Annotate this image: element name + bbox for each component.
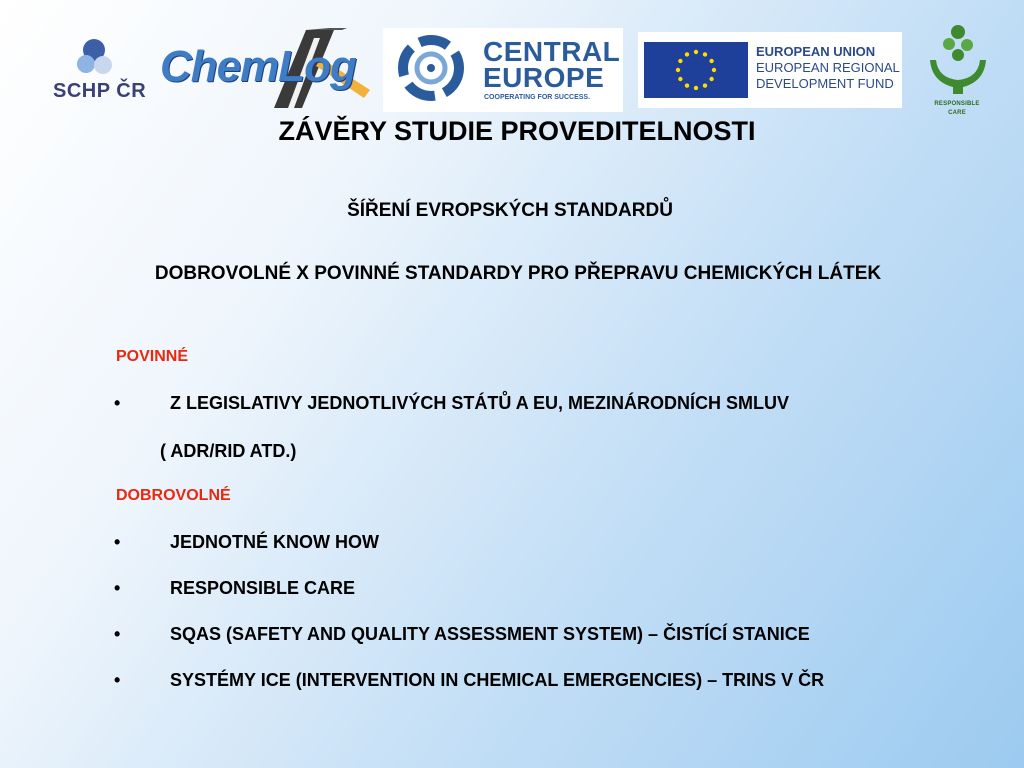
bullet-continuation: ( ADR/RID ATD.) [160, 441, 297, 461]
slide-title: ZÁVĚRY STUDIE PROVEDITELNOSTI [278, 116, 756, 146]
bullet-item-responsible-care: RESPONSIBLE CARE [170, 578, 356, 598]
molecule-icon [48, 30, 148, 80]
central-europe-line1: CENTRAL [483, 36, 621, 67]
eu-line2: EUROPEAN REGIONAL [756, 60, 900, 75]
povinne-label: POVINNÉ [116, 348, 189, 365]
central-europe-line2: EUROPE [483, 62, 605, 93]
slide-subtitle: ŠÍŘENÍ EVROPSKÝCH STANDARDŮ [347, 200, 673, 221]
rc-label-line2: CARE [948, 110, 966, 116]
eu-text [756, 44, 900, 92]
schp-logo [48, 30, 148, 108]
bullet-item-know-how: JEDNOTNÉ KNOW HOW [170, 532, 379, 552]
slide-heading: DOBROVOLNÉ X POVINNÉ STANDARDY PRO PŘEPRAVU CHEMICKÝCH LÁTEK [154, 263, 882, 284]
rc-label-line1: RESPONSIBLE [934, 101, 980, 107]
bullet-marker: • [114, 393, 121, 413]
swirl-icon [383, 28, 479, 112]
bullet-item-sqas: SQAS (SAFETY AND QUALITY ASSESSMENT SYSTEM) – ČISTÍCÍ STANICE [170, 624, 810, 644]
chemlog-label: ChemLog [160, 42, 356, 91]
bullet-marker: • [114, 578, 121, 598]
responsible-care-logo [908, 22, 1006, 130]
dobrovolne-label: DOBROVOLNÉ [116, 487, 231, 504]
central-europe-tagline: COOPERATING FOR SUCCESS. [484, 94, 591, 101]
bullet-marker: • [114, 670, 121, 690]
eu-logo [638, 32, 902, 108]
bullet-marker: • [114, 624, 121, 644]
chemlog-logo [156, 28, 372, 110]
central-europe-logo [383, 28, 623, 112]
schp-label: SCHP ČR [53, 80, 147, 102]
eu-line1: EUROPEAN UNION [756, 44, 876, 59]
bullet-marker: • [114, 532, 121, 552]
bullet-item-legislation: Z LEGISLATIVY JEDNOTLIVÝCH STÁTŮ A EU, MEZINÁRODNÍCH SMLUV [170, 393, 790, 413]
eu-line3: DEVELOPMENT FUND [756, 76, 894, 91]
hands-molecules-icon [908, 22, 1006, 98]
bullet-item-ice: SYSTÉMY ICE (INTERVENTION IN CHEMICAL EMERGENCIES) – TRINS V ČR [170, 670, 825, 690]
eu-flag-icon [644, 42, 748, 98]
